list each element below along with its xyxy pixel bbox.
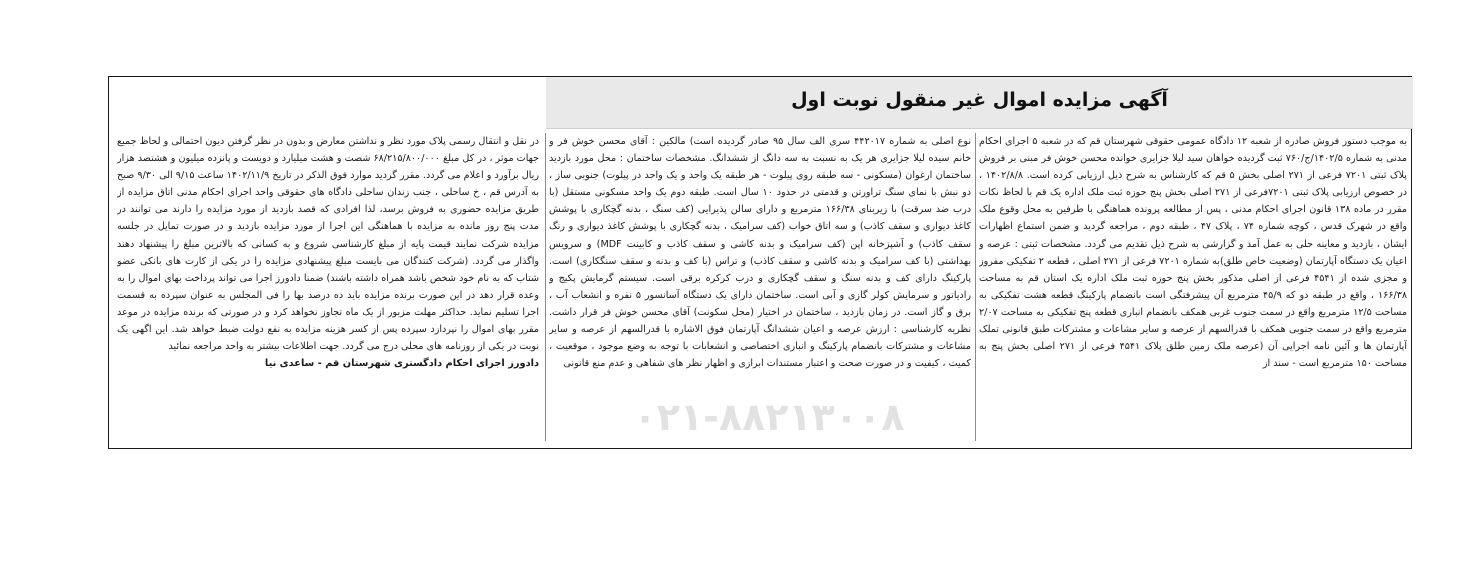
notice-title: آگهی مزایده اموال غیر منقول نوبت اول xyxy=(791,89,1168,111)
notice-column-right: به موجب دستور فروش صادره از شعبه ۱۲ دادگاه عمومی حقوقی شهرستان قم که در شعبه ۵ اجرای احکام مدنی به شماره ۱۴۰۲/۵/ج/۷۶۰ ثبت گردیده خواهان سید لیلا جزایری خوانده محسن خوش فر مبنی بر فروش پلاک ثبتی ۷۲۰۱ فرعی از ۲۷۱ اصلی بخش ۵ قم که کارشناس به شرح ذیل ارزیابی کرده است. ۱۴۰۲/۸/۸ ، در خصوص ارزیابی پلاک ثبتی ۷۲۰۱فرعی از ۲۷۱ اصلی بخش پنج حوزه ثبت ملک اداره یک قم با لحاظ نکات مقرر در ماده ۱۳۸ قانون اجرای احکام مدنی ، پس از مطالعه پرونده هماهنگی با طرفین به محل وقوع ملک واقع در شهرک قدس ، کوچه شماره ۷۴ ، پلاک ۴۷ ، طبقه دوم ، مراجعه گردید و ضمن استماع اظهارات ایشان ، بازدید و معاینه حلی به عمل آمد و گزارشی به شرح ذیل تقدیم می گردد. مشخصات ثبتی : عرصه و اعیان یک دستگاه آپارتمان (وضعیت خاص طلق)به شماره ۷۲۰۱ فرعی از ۲۷۱ اصلی ، قطعه ۲ تفکیکی مفروز و مجزی شده از ۴۵۴۱ فرعی از اصلی مذکور بخش پنج حوزه ثبت ملک اداره یک استان قم به مساحت ۱۶۶/۳۸ ، واقع در طبقه دو که ۴۵/۹ مترمربع آن پیشرفتگی است بانضمام پارکینگ قطعه هشت تفکیکی به مساحت ۱۲/۵ مترمربع واقع در سمت جنوب غربی همکف بانضمام انباری قطعه پنج تفکیکی به مساحت ۲/۰۷ مترمربع واقع در سمت جنوبی همکف با قدرالسهم از عرصه و سایر مشاعات و مشترکات طبق قانونی تملک آپارتمان ها و آئین نامه اجرایی آن (عرصه ملک زمین طلق پلاک ۴۵۴۱ فرعی از ۲۷۱ اصلی بخش پنج به مساحت ۱۵۰ مترمربع است - سند از xyxy=(979,136,1407,370)
column-divider xyxy=(975,133,976,441)
notice-signature: دادورز اجرای احکام دادگستری شهرستان قم - ساعدی نیا xyxy=(264,358,539,370)
column-divider xyxy=(545,133,546,441)
auction-notice xyxy=(108,76,1412,449)
title-band xyxy=(546,77,1413,129)
notice-column-middle: نوع اصلی به شماره ۴۴۲۰۱۷ سری الف سال ۹۵ صادر گردیده است) مالکین : آقای محسن خوش فر و خانم سیده لیلا جزایری هر یک به نسبت به سه دانگ از ششدانگ. مشخصات ساختمان : محل مورد بازدید ساختمان ارغوان (مسکونی - سه طبقه روی پیلوت - هر طبقه یک واحد و یک واحد در پیلوت) جنوبی ساز ، دو نبش با نمای سنگ تراورتن و قدمتی در حدود ۱۰ سال است. طبقه دوم یک واحد مسکونی مستقل (با درب ضد سرقت) با زیربنای ۱۶۶/۳۸ مترمربع و دارای سالن پذیرایی (کف سنگ ، بدنه گچکاری با پوشش کاغذ دیواری و سقف کاذب) و سه اتاق خواب (کف سرامیک ، بدنه گچکاری با پوشش کاغذ دیواری و رنگ سقف کاذب) و آشپزخانه اپن (کف سرامیک و بدنه کاشی و سقف کاذب و کابینت MDF) و سرویس بهداشتی (با کف سرامیک و بدنه کاشی و سقف کاذب) و تراس (با کف و بدنه و سقف سنگکاری) است. پارکینگ دارای کف و بدنه سنگ و سقف گچکاری و درب کرکره برقی است. سیستم گرمایش پکیج و رادیاتور و سرمایش کولر گازی و آبی است. ساختمان دارای یک دستگاه آسانسور ۵ نفره و انشعاب آب ، برق و گاز است. در زمان بازدید ، ساختمان در اختیار (محل سکونت) آقای محسن خوش فر قرار داشت. نظریه کارشناسی : ارزش عرصه و اعیان ششدانگ آپارتمان فوق الاشاره با قدرالسهم از عرصه و سایر مشاعات و مشترکات بانضمام پارکینگ و انباری اختصاصی و انشعابات با توجه به وضع موجود ، موقعیت ، کمیت ، کیفیت و در صورت صحت و اعتبار مستندات ابرازی و اظهار نظر های شفاهی و عدم منع قانونی xyxy=(549,136,971,370)
phone-watermark: ۰۲۱-۸۸۲۱۳۰۰۸ xyxy=(633,395,905,439)
notice-column-left xyxy=(117,133,539,445)
notice-column-left-text: در نقل و انتقال رسمی پلاک مورد نظر و نداشتن معارض و بدون در نظر گرفتن دیون احتمالی و لحاظ جمیع جهات موثر ، در کل مبلغ ۶۸/۲۱۵/۸۰۰/۰۰۰ شصت و هشت میلیارد و دویست و پانزده میلیون و هشتصد هزار ریال برآورد و اعلام می گردد. مقرر گردید موارد فوق الذکر در تاریخ ۱۴۰۲/۱۱/۹ ساعت ۹/۱۵ الی ۹/۳۰ صبح به آدرس قم ، خ ساحلی ، جنب زندان ساحلی دادگاه های حقوقی واحد اجرای احکام مدنی اتاق مزایده از طریق مزایده حضوری به فروش برسد، لذا افرادی که قصد بازدید از مورد مزایده را دارند می توانند در مدت پنج روز مانده به مزایده با هماهنگی این اجرا از مورد مزایده بازدید و در صورت تمایل در جلسه مزایده شرکت نمایند قیمت پایه از مبلغ کارشناسی شروع و به کسانی که بالاترین مبلغ را پیشنهاد دهند واگذار می گردد. (شرکت کنندگان می بایست مبلغ پیشنهادی مزایده را در یکی از کارت های بانکی عضو شتاب که به نام خود شخص باشد همراه داشته باشند) ضمنا دادورز اجرا می تواند پرداخت بهای اموال را به وعده قرار دهد در این صورت برنده مزایده باید ده درصد بها را فی المجلس به عنوان سپرده به قسمت اجرا تسلیم نماید. حداکثر مهلت مزبور از یک ماه تجاوز نخواهد کرد و در صورتی که برنده مزایده در موعد مقرر بهای اموال را نپردازد سپرده پس از کسر هزینه مزایده به نفع دولت ضبط خواهد شد. این اگهی یک نوبت در یکی از روزنامه های محلی درج می گردد. جهت اطلاعات بیشتر به واحد مراجعه نمائید xyxy=(117,136,539,353)
